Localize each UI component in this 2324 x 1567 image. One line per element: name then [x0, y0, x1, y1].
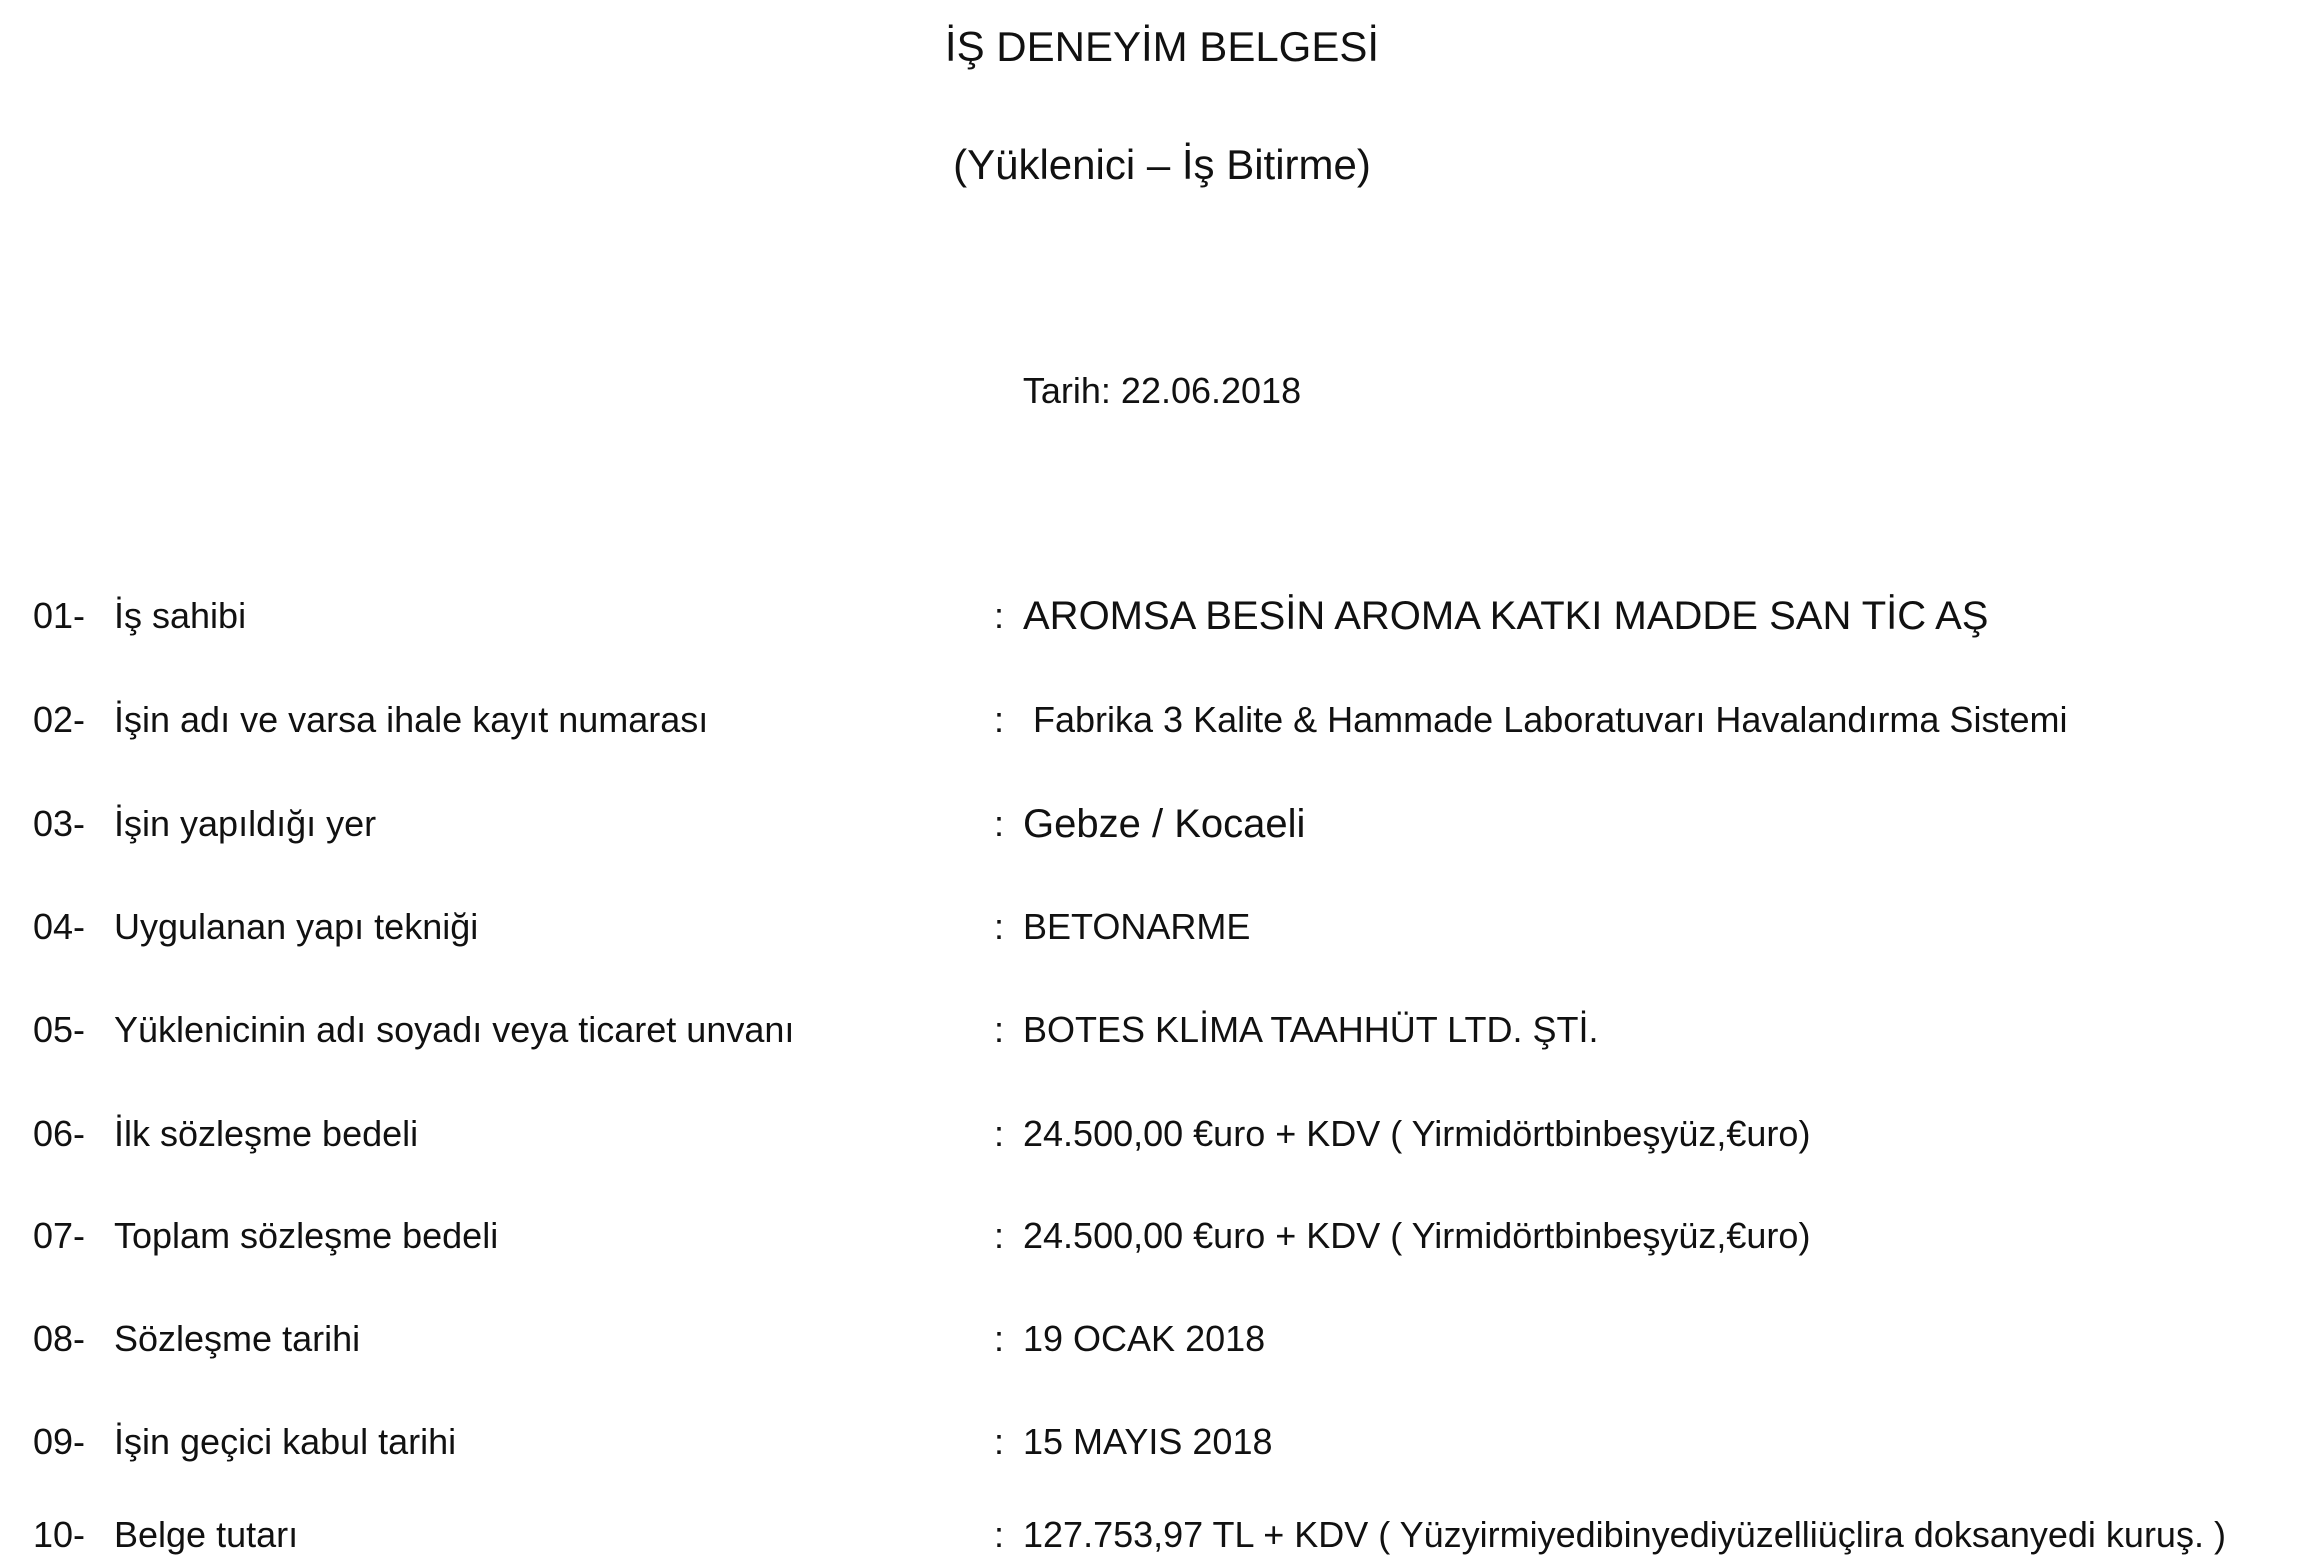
row-number: 02- — [33, 699, 86, 740]
row-employer — [0, 588, 2324, 644]
row-colon: : — [994, 803, 1005, 844]
row-number: 03- — [33, 803, 86, 844]
row-label: Sözleşme tarihi — [114, 1318, 361, 1359]
row-contract-date — [0, 1311, 2324, 1367]
row-number: 01- — [33, 595, 86, 636]
row-label: Yüklenicinin adı soyadı veya ticaret unvanı — [114, 1009, 795, 1050]
row-number: 10- — [33, 1514, 86, 1555]
row-value: 19 OCAK 2018 — [1023, 1318, 1266, 1359]
row-colon: : — [994, 1514, 1005, 1555]
row-colon: : — [994, 1113, 1005, 1154]
row-label: Belge tutarı — [114, 1514, 299, 1555]
row-value: BOTES KLİMA TAAHHÜT LTD. ŞTİ. — [1023, 1009, 1599, 1050]
row-colon: : — [994, 1009, 1005, 1050]
row-number: 06- — [33, 1113, 86, 1154]
row-building-technique — [0, 899, 2324, 955]
document-subtitle: (Yüklenici – İş Bitirme) — [953, 141, 1371, 188]
row-number: 09- — [33, 1421, 86, 1462]
row-certificate-amount — [0, 1507, 2324, 1563]
row-number: 07- — [33, 1215, 86, 1256]
row-job-name — [0, 692, 2324, 748]
row-number: 04- — [33, 906, 86, 947]
row-value: 127.753,97 TL + KDV ( Yüzyirmiyedibinyediyüzelliüçlira doksanyedi kuruş. ) — [1023, 1514, 2226, 1555]
row-label: İşin adı ve varsa ihale kayıt numarası — [114, 699, 709, 740]
row-total-contract-price — [0, 1208, 2324, 1264]
row-colon: : — [994, 1215, 1005, 1256]
row-label: İşin geçici kabul tarihi — [114, 1421, 457, 1462]
row-label: Uygulanan yapı tekniği — [114, 906, 479, 947]
row-contractor — [0, 1002, 2324, 1058]
row-value: 24.500,00 €uro + KDV ( Yirmidörtbinbeşyüz,€uro) — [1023, 1113, 1811, 1154]
row-label: İşin yapıldığı yer — [114, 803, 377, 844]
row-number: 08- — [33, 1318, 86, 1359]
row-label: Toplam sözleşme bedeli — [114, 1215, 499, 1256]
document-date: Tarih: 22.06.2018 — [1022, 370, 1302, 411]
row-colon: : — [994, 1421, 1005, 1462]
row-value: BETONARME — [1023, 906, 1251, 947]
row-value: AROMSA BESİN AROMA KATKI MADDE SAN TİC AŞ — [1023, 594, 1989, 638]
row-label: İlk sözleşme bedeli — [114, 1113, 419, 1154]
row-value: Fabrika 3 Kalite & Hammade Laboratuvarı Havalandırma Sistemi — [1033, 699, 2068, 740]
row-colon: : — [994, 906, 1005, 947]
row-provisional-acceptance-date — [0, 1414, 2324, 1470]
row-value: 15 MAYIS 2018 — [1023, 1421, 1273, 1462]
row-number: 05- — [33, 1009, 86, 1050]
row-job-location — [0, 796, 2324, 852]
row-colon: : — [994, 1318, 1005, 1359]
row-colon: : — [994, 595, 1005, 636]
row-value: 24.500,00 €uro + KDV ( Yirmidörtbinbeşyüz,€uro) — [1023, 1215, 1811, 1256]
row-colon: : — [994, 699, 1005, 740]
row-value: Gebze / Kocaeli — [1023, 802, 1306, 846]
row-initial-contract-price — [0, 1106, 2324, 1162]
document-title: İŞ DENEYİM BELGESİ — [944, 23, 1380, 70]
row-label: İş sahibi — [114, 595, 247, 636]
